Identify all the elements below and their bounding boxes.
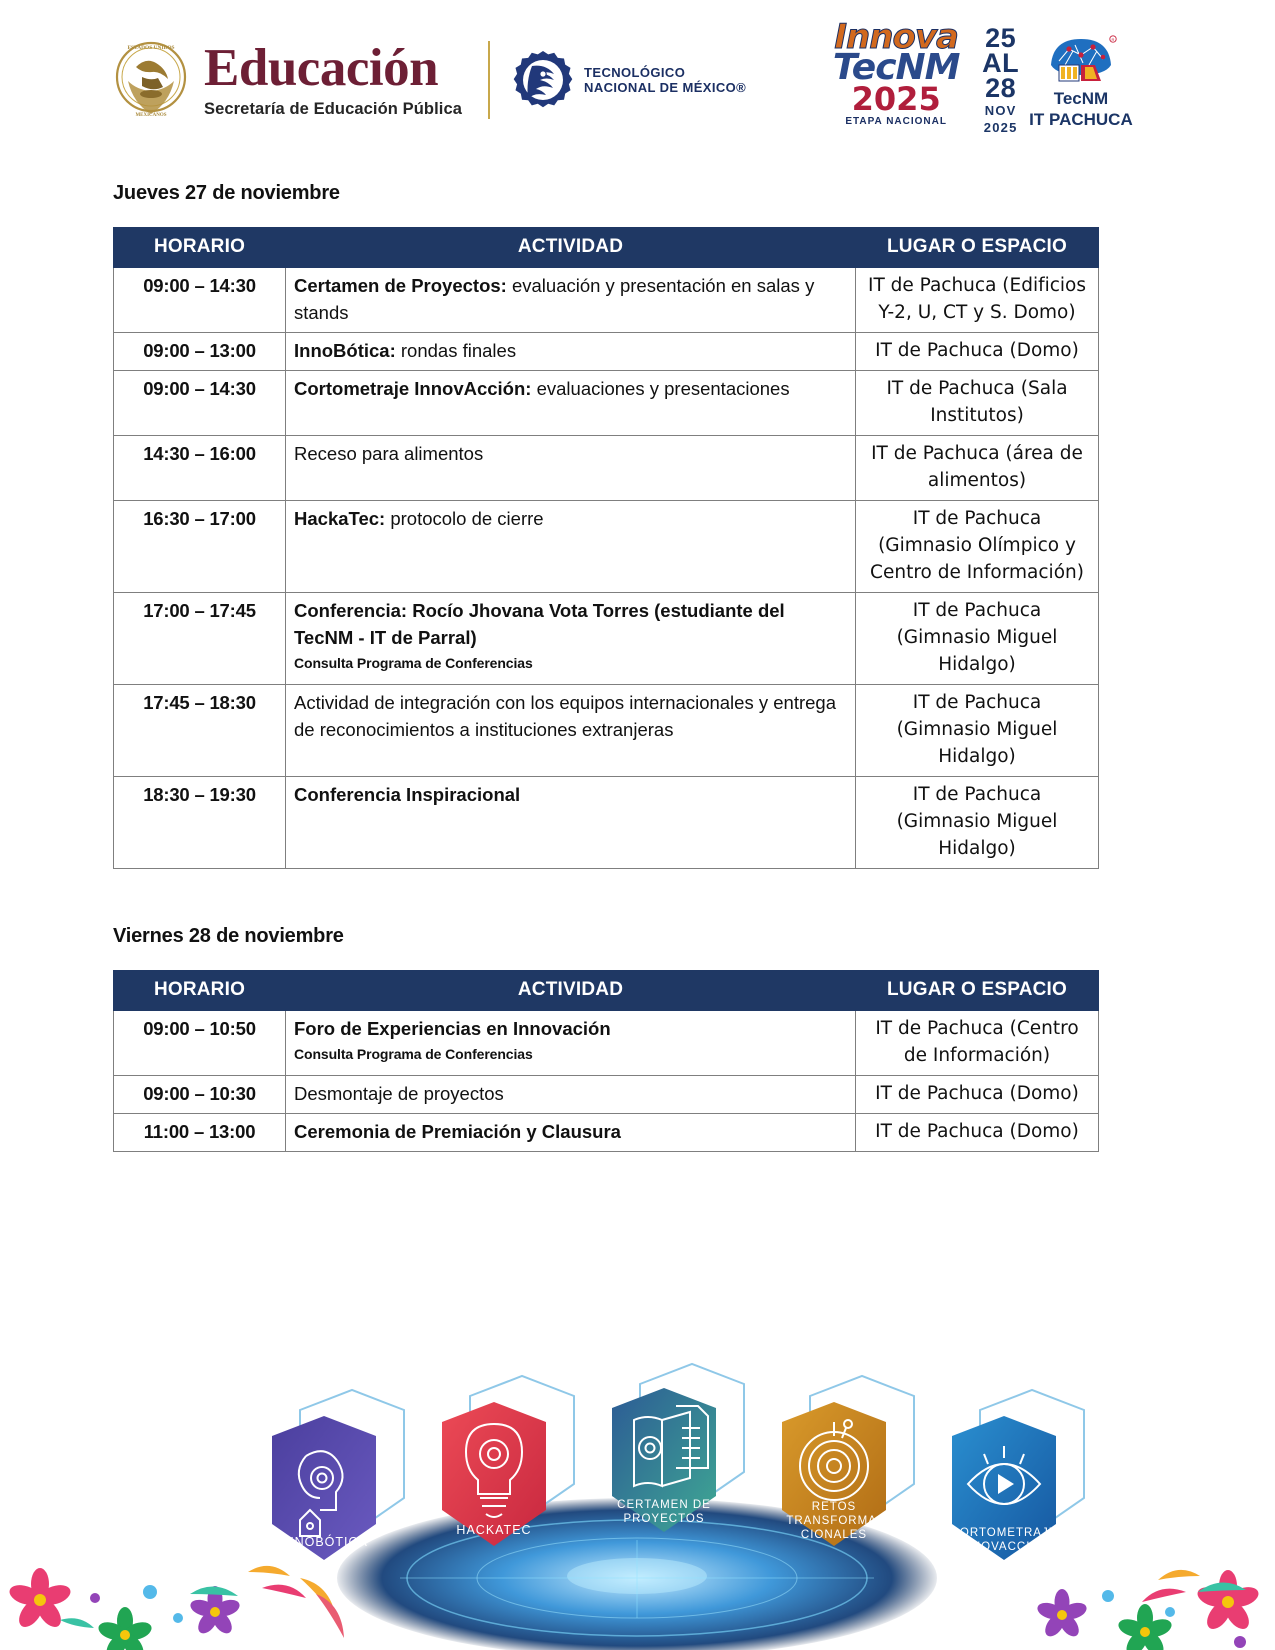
cell-time: 14:30 – 16:00 — [114, 436, 286, 501]
cell-place: IT de Pachuca (Domo) — [856, 1114, 1099, 1152]
cell-place: IT de Pachuca (Domo) — [856, 1076, 1099, 1114]
svg-text:INNOBÓTICA: INNOBÓTICA — [280, 1535, 368, 1549]
cell-place: IT de Pachuca (Edificios Y-2, U, CT y S. Domo) — [856, 268, 1099, 333]
column-header-time: HORARIO — [114, 971, 286, 1011]
tecnm-logo-text — [584, 65, 746, 95]
table-row — [114, 371, 1099, 436]
footer-badge-certamen — [612, 1388, 716, 1532]
table-row — [114, 501, 1099, 593]
cell-time: 09:00 – 13:00 — [114, 333, 286, 371]
it-pachuca-emblem-icon — [1045, 31, 1117, 87]
cell-place: IT de Pachuca (Gimnasio Miguel Hidalgo) — [856, 685, 1099, 777]
cell-place: IT de Pachuca (Sala Institutos) — [856, 371, 1099, 436]
cell-activity — [286, 685, 856, 777]
svg-text:MEXICANOS: MEXICANOS — [135, 113, 167, 118]
cell-time: 09:00 – 14:30 — [114, 268, 286, 333]
activity-title: Certamen de Proyectos: — [294, 275, 507, 296]
column-header-place: LUGAR O ESPACIO — [856, 228, 1099, 268]
educacion-wordmark: Educación — [204, 39, 439, 97]
footer-badge-innobotica — [272, 1416, 376, 1560]
cell-activity — [286, 593, 856, 685]
activity-title: InnoBótica: — [294, 340, 396, 361]
activity-title: Ceremonia de Premiación y Clausura — [294, 1121, 621, 1142]
activity-detail: Actividad de integración con los equipos internacionales y entrega de reconocimientos a instituciones extranjeras — [294, 692, 836, 740]
campus-line-1: TecNM — [1053, 89, 1109, 108]
campus-line-2: IT PACHUCA — [1029, 110, 1133, 129]
activity-title: Conferencia Inspiracional — [294, 784, 521, 805]
cell-time: 09:00 – 10:30 — [114, 1076, 286, 1114]
schedule-table-thursday-wrapper — [113, 227, 1098, 869]
footer-badge-hackatec — [442, 1402, 546, 1546]
svg-text:CIONALES: CIONALES — [800, 1529, 868, 1541]
activity-note: Consulta Programa de Conferencias — [294, 1046, 533, 1062]
cell-time: 09:00 – 14:30 — [114, 371, 286, 436]
cell-activity — [286, 268, 856, 333]
table-row — [114, 268, 1099, 333]
svg-text:CORTOMETRAJE: CORTOMETRAJE — [950, 1527, 1058, 1539]
cell-place: IT de Pachuca (Gimnasio Miguel Hidalgo) — [856, 777, 1099, 869]
table-row — [114, 593, 1099, 685]
confetti-left — [7, 1566, 344, 1650]
column-header-activity: ACTIVIDAD — [286, 971, 856, 1011]
day-title-friday: Viernes 28 de noviembre — [113, 925, 344, 947]
event-stage: ETAPA NACIONAL — [845, 116, 947, 127]
event-year: 2025 — [851, 80, 941, 118]
svg-text:TRANSFORMA-: TRANSFORMA- — [786, 1515, 882, 1527]
table-header-row — [114, 971, 1099, 1011]
cell-time: 18:30 – 19:30 — [114, 777, 286, 869]
tecnm-wordmark: TecNM — [832, 47, 960, 88]
cell-place: IT de Pachuca (Centro de Información) — [856, 1011, 1099, 1076]
svg-text:INNOVACCIÓN: INNOVACCIÓN — [958, 1541, 1050, 1553]
activity-title: HackaTec: — [294, 508, 386, 529]
date-day-end: 28 — [985, 72, 1017, 103]
activity-title: Cortometraje InnovAcción: — [294, 378, 532, 399]
tecnm-logo — [512, 49, 746, 111]
innova-tecnm-lockup — [816, 17, 976, 140]
footer-graphic — [0, 1350, 1275, 1650]
activity-detail: Desmontaje de proyectos — [294, 1083, 504, 1104]
header-divider — [488, 41, 490, 119]
table-header-row — [114, 228, 1099, 268]
sep-logo-text — [204, 41, 462, 119]
svg-text:ESTADOS UNIDOS: ESTADOS UNIDOS — [127, 45, 175, 51]
cell-place: IT de Pachuca (área de alimentos) — [856, 436, 1099, 501]
date-connector: AL — [982, 47, 1020, 78]
table-row — [114, 1114, 1099, 1152]
cell-activity — [286, 371, 856, 436]
schedule-content — [0, 160, 1275, 1152]
date-month: NOV — [984, 102, 1017, 118]
table-row — [114, 333, 1099, 371]
cell-activity — [286, 436, 856, 501]
innova-wordmark: Innova — [834, 17, 958, 57]
table-body-friday — [114, 1011, 1099, 1152]
cell-time: 17:00 – 17:45 — [114, 593, 286, 685]
footer-badge-cortometraje — [951, 1416, 1058, 1560]
activity-detail: rondas finales — [395, 340, 517, 361]
activity-title: Foro de Experiencias en Innovación — [294, 1018, 611, 1039]
schedule-table-friday — [113, 970, 1099, 1152]
cell-time: 16:30 – 17:00 — [114, 501, 286, 593]
cell-activity — [286, 1011, 856, 1076]
table-row — [114, 777, 1099, 869]
activity-detail: Receso para alimentos — [294, 443, 484, 464]
cell-activity — [286, 777, 856, 869]
confetti-right — [1035, 1570, 1261, 1650]
date-year: 2025 — [983, 119, 1018, 135]
table-body-thursday — [114, 268, 1099, 869]
schedule-table-friday-wrapper — [113, 970, 1098, 1152]
cell-activity — [286, 1114, 856, 1152]
event-logo — [816, 17, 1133, 140]
schedule-table-thursday — [113, 227, 1099, 869]
activity-detail: evaluaciones y presentaciones — [531, 378, 790, 399]
svg-text:R: R — [1111, 37, 1115, 42]
column-header-activity: ACTIVIDAD — [286, 228, 856, 268]
table-row — [114, 1076, 1099, 1114]
activity-title: Conferencia: Rocío Jhovana Vota Torres (estudiante del TecNM - IT de Parral) — [294, 600, 785, 648]
mexican-coat-of-arms-icon — [112, 37, 190, 123]
activity-detail: protocolo de cierre — [385, 508, 544, 529]
cell-activity — [286, 501, 856, 593]
table-row — [114, 436, 1099, 501]
svg-text:HACKATEC: HACKATEC — [456, 1523, 532, 1537]
cell-place: IT de Pachuca (Gimnasio Miguel Hidalgo) — [856, 593, 1099, 685]
sep-subtitle: Secretaría de Educación Pública — [204, 100, 463, 118]
campus-logo — [1029, 31, 1133, 129]
cell-place: IT de Pachuca (Gimnasio Olímpico y Centro de Información) — [856, 501, 1099, 593]
tecnm-line-2: NACIONAL DE MÉXICO® — [584, 80, 747, 95]
column-header-time: HORARIO — [114, 228, 286, 268]
event-dates — [982, 22, 1020, 135]
cell-activity — [286, 333, 856, 371]
date-day-start: 25 — [985, 22, 1017, 53]
tecnm-gear-icon — [512, 49, 574, 111]
svg-text:RETOS: RETOS — [811, 1501, 857, 1513]
activity-note: Consulta Programa de Conferencias — [294, 655, 533, 671]
svg-text:CERTAMEN DE: CERTAMEN DE — [617, 1499, 711, 1511]
cell-time: 17:45 – 18:30 — [114, 685, 286, 777]
tecnm-line-1: TECNOLÓGICO — [584, 65, 686, 80]
document-header — [0, 0, 1275, 160]
cell-place: IT de Pachuca (Domo) — [856, 333, 1099, 371]
cell-time: 11:00 – 13:00 — [114, 1114, 286, 1152]
cell-time: 09:00 – 10:50 — [114, 1011, 286, 1076]
table-row — [114, 1011, 1099, 1076]
sep-logo — [112, 37, 462, 123]
svg-text:PROYECTOS: PROYECTOS — [623, 1513, 705, 1525]
day-title-thursday: Jueves 27 de noviembre — [113, 182, 340, 204]
table-row — [114, 685, 1099, 777]
cell-activity — [286, 1076, 856, 1114]
footer-badge-retos — [782, 1402, 886, 1546]
activity-detail: evaluación y presentación en salas y stands — [294, 275, 815, 323]
column-header-place: LUGAR O ESPACIO — [856, 971, 1099, 1011]
